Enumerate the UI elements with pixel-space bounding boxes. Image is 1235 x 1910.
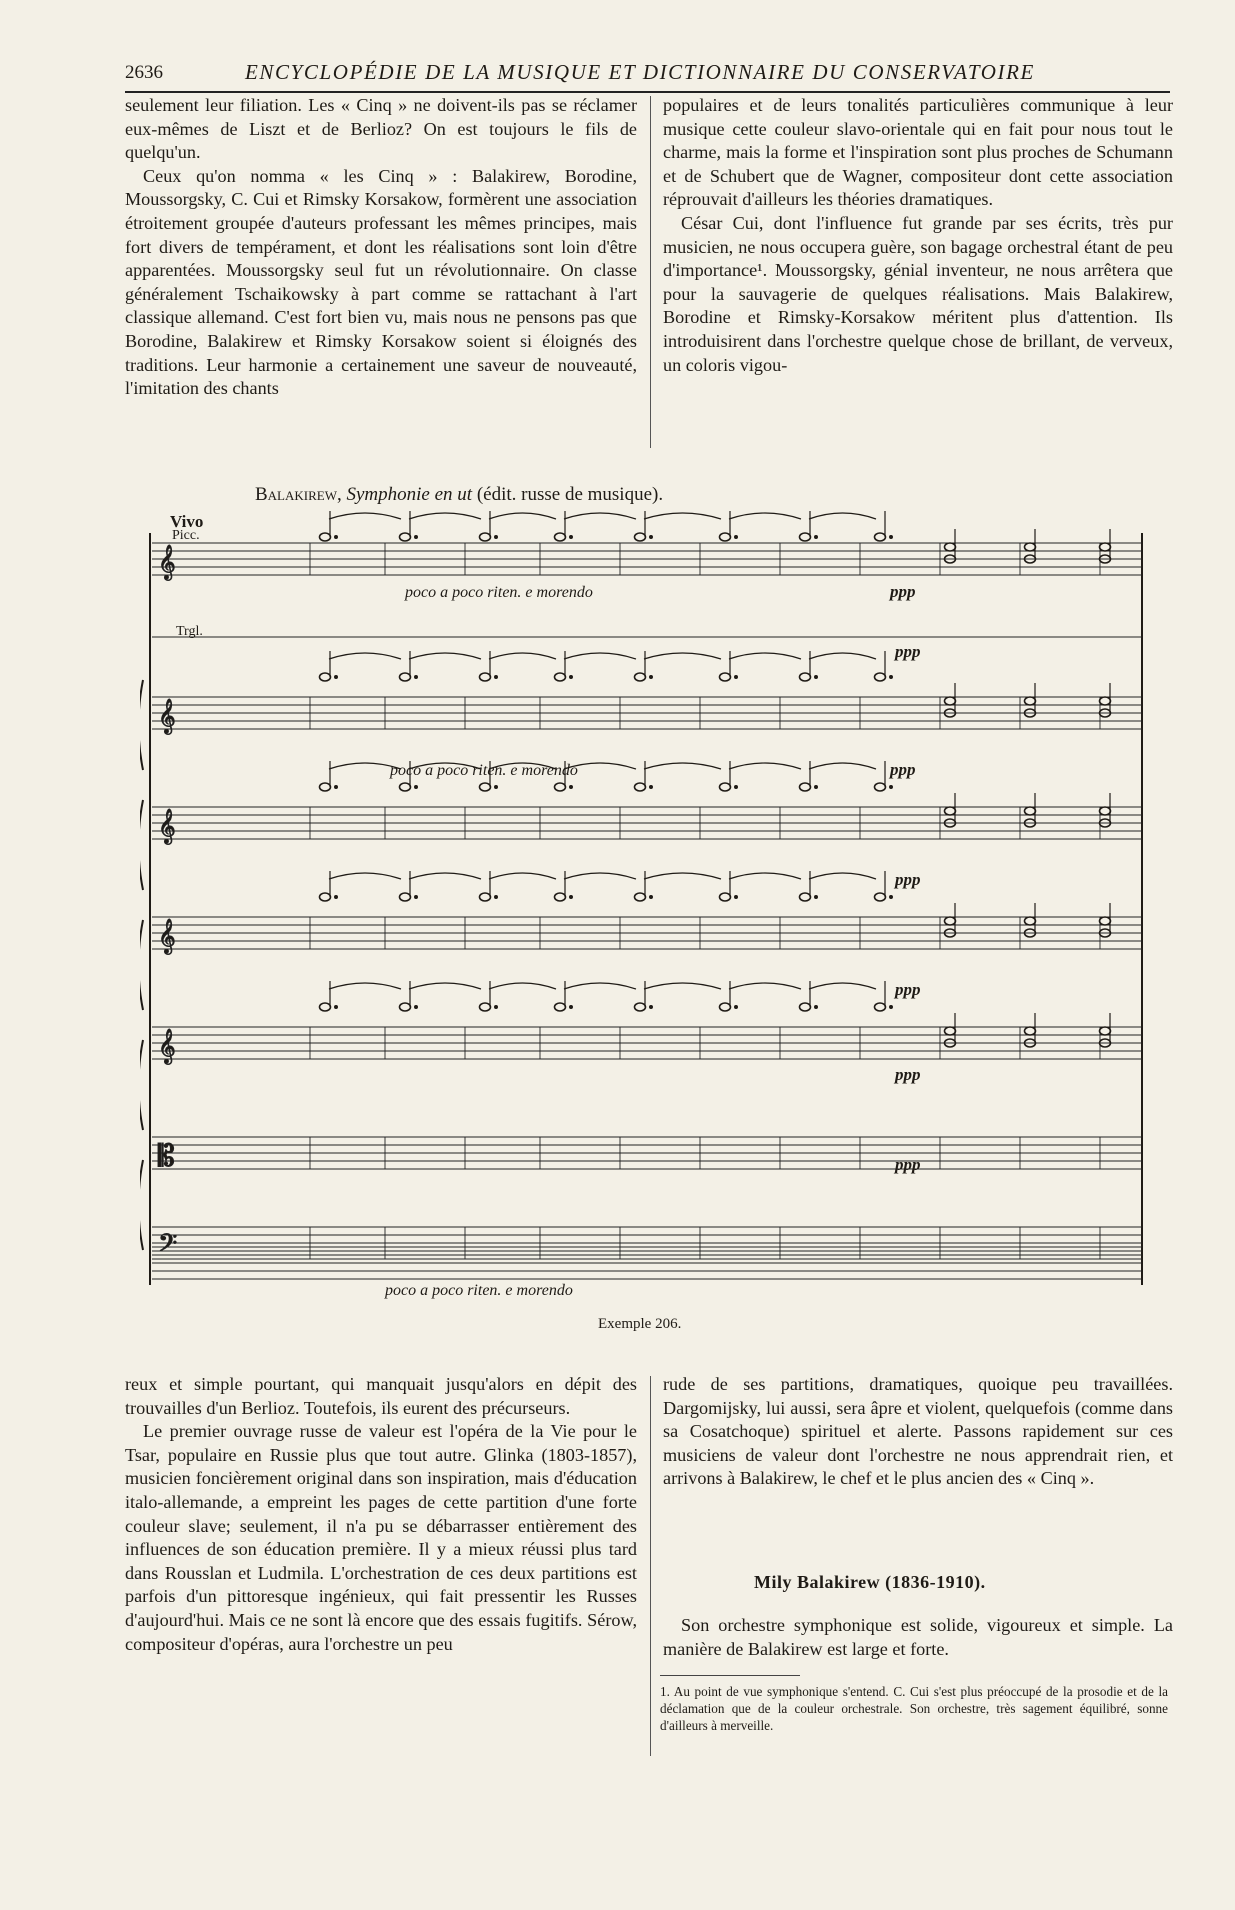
footnote-rule (660, 1675, 800, 1676)
note-group (320, 871, 1111, 937)
bottom-right-paragraph-2: Son orchestre symphonique est solide, vigoureux et simple. La manière de Balakirew est large et forte. (663, 1615, 1173, 1659)
tempo-marking: Vivo (170, 512, 204, 531)
running-title: ENCYCLOPÉDIE DE LA MUSIQUE ET DICTIONNAIRE DU CONSERVATOIRE (245, 60, 1035, 84)
brace-icon (140, 800, 143, 890)
music-score (140, 505, 1150, 1305)
caption-edition: (édit. russe de musique). (476, 484, 664, 505)
instrument-label-piccolo: Picc. (172, 528, 200, 543)
column-divider-top (650, 96, 651, 448)
top-right-paragraph-1: populaires et de leurs tonalités particulières communique à leur musique cette couleur slavo-orientale qui en fait pour nous tout le charme, mais la forme et l'inspiration sont plus proches de Schumann et de Schubert que de Wagner, compositeur dont cette association réprouvait d'ailleurs les théories dramatiques. (663, 95, 1173, 210)
dynamic-marking: ppp (895, 1155, 921, 1174)
tempo-direction: poco a poco riten. e morendo (405, 584, 593, 601)
footnote: 1. Au point de vue symphonique s'entend. C. Cui s'est plus préoccupé de la prosodie et de la déclamation que de la couleur orchestrale. Son orchestre, très sagement équilibré, sonne d'ailleurs à merveille. (660, 1684, 1168, 1733)
top-right-column (663, 94, 1173, 377)
bottom-right-paragraph-1: rude de ses partitions, dramatiques, quoique peu travaillées. Dargomijsky, lui aussi, sera âpre et violent, quelquefois (comme dans sa Cosatchoque) spirituel et alerte. Passons rapidement sur ces musiciens de valeur dont l'orchestre ne nous apprendrait rien, et arrivons à Balakirew, le chef et le plus ancien des « Cinq ». (663, 1374, 1173, 1489)
dynamic-marking: ppp (890, 760, 916, 779)
dynamic-marking: ppp (895, 642, 921, 661)
staff (152, 917, 1142, 949)
bottom-left-column (125, 1373, 637, 1656)
staff (152, 1247, 1142, 1279)
staff (152, 1227, 1142, 1259)
caption-composer: Balakirew (255, 484, 337, 505)
dynamic-marking: ppp (890, 582, 916, 601)
treble-clef-icon: 𝄞 (158, 919, 176, 954)
bottom-right-column-continued (663, 1614, 1173, 1661)
staff (152, 697, 1142, 729)
staff (152, 1137, 1142, 1169)
note-group (320, 981, 1111, 1047)
treble-clef-icon: 𝄞 (158, 809, 176, 844)
bottom-left-paragraph-1: reux et simple pourtant, qui manquait jusqu'alors en dépit des trouvailles d'un Berlioz. Toutefois, ils eurent des précurseurs. (125, 1374, 637, 1418)
caption-title: Symphonie en ut (346, 484, 473, 505)
bottom-right-column (663, 1373, 1173, 1491)
top-right-paragraph-2: César Cui, dont l'influence fut grande par ses écrits, très pur musicien, ne nous occupera guère, son bagage orchestral étant de peu d'importance¹. Moussorgsky, génial inventeur, ne nous arrêtera que pour la sauvagerie de quelques réalisations. Mais Balakirew, Borodine et Rimsky-Korsakow méritent plus d'attention. Ils introduisirent dans l'orchestre quelque chose de brillant, de verveux, un coloris vigou- (663, 212, 1173, 375)
brace-icon (140, 1040, 143, 1130)
brace-icon (140, 920, 143, 1010)
instrument-label-triangle: Trgl. (176, 624, 203, 639)
brace-icon (140, 1160, 143, 1250)
treble-clef-icon: 𝄞 (158, 545, 176, 580)
bottom-left-paragraph-2: Le premier ouvrage russe de valeur est l'opéra de la Vie pour le Tsar, populaire en Russie plus que tout autre. Glinka (1803-1857), musicien foncièrement original dans son inspiration, mais d'éducation italo-allemande, a empreint les pages de cette partition d'une forte couleur slave; seulement, il n'a pu se débarrasser entièrement des influences de son éducation première. Il y a mieux réussi plus tard dans Rousslan et Ludmila. L'orchestration de ces deux partitions est parfois d'un pittoresque ingénieux, qui fait pressentir les Russes d'aujourd'hui. Mais ce ne sont là encore que des essais fugitifs. Sérow, compositeur d'opéras, aura l'orchestre un peu (125, 1421, 637, 1654)
dynamic-marking: ppp (895, 1065, 921, 1084)
top-left-column (125, 94, 637, 401)
treble-clef-icon: 𝄞 (158, 699, 176, 734)
alto-clef-icon: 𝄡 (158, 1139, 175, 1174)
staff (152, 1027, 1142, 1059)
staff (152, 807, 1142, 839)
dynamic-marking: ppp (895, 870, 921, 889)
column-divider-bottom (650, 1376, 651, 1756)
treble-clef-icon: 𝄞 (158, 1029, 176, 1064)
header-rule (125, 91, 1170, 93)
tempo-direction: poco a poco riten. e morendo (390, 762, 578, 779)
brace-icon (140, 680, 143, 770)
page-header (125, 56, 1170, 92)
top-left-paragraph-1: seulement leur filiation. Les « Cinq » ne doivent-ils pas se réclamer eux-mêmes de Liszt et de Berlioz? On est toujours le fils de quelqu'un. (125, 95, 637, 163)
note-group (320, 651, 1111, 717)
section-subheading: Mily Balakirew (1836-1910). (754, 1572, 986, 1592)
tempo-direction: poco a poco riten. e morendo (385, 1282, 573, 1299)
note-group (320, 511, 1111, 563)
dynamic-marking: ppp (895, 980, 921, 999)
bass-clef-icon: 𝄢 (158, 1229, 178, 1264)
example-caption: Balakirew, Symphonie en ut (édit. russe de musique). (255, 484, 664, 505)
page-number: 2636 (125, 62, 163, 83)
top-left-paragraph-2: Ceux qu'on nomma « les Cinq » : Balakirew, Borodine, Moussorgsky, C. Cui et Rimsky Korsakow, formèrent une association étroitement groupée d'auteurs professant les mêmes principes, mais fort divers de tempérament, et dont les réalisations sont loin d'être apparentées. Moussorgsky seul fut un révolutionnaire. On classe généralement Tschaikowsky à part comme se rattachant à l'art classique allemand. C'est fort bien vu, mais nous ne pensons pas que Borodine, Balakirew et Rimsky Korsakow soient si éloignés des traditions. Leur harmonie a certainement une saveur de nouveauté, l'imitation des chants (125, 165, 637, 399)
staff (152, 543, 1142, 575)
example-label: Exemple 206. (598, 1316, 682, 1332)
